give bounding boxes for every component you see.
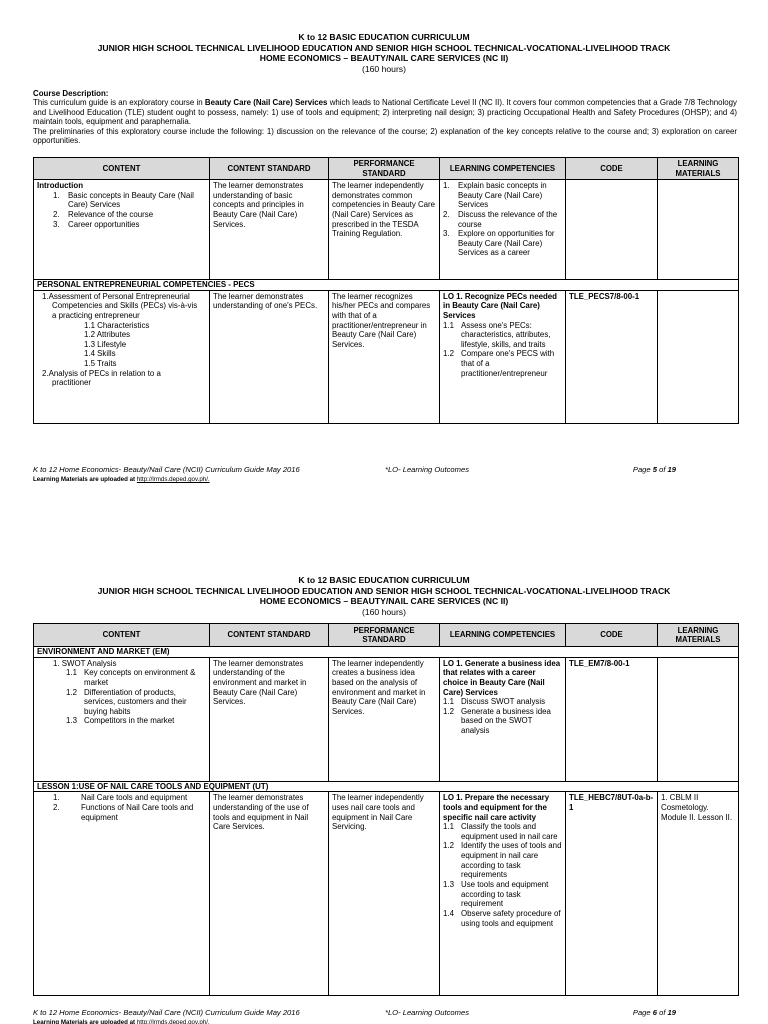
page-of: of <box>656 1008 668 1017</box>
item-text: Basic concepts in Beauty Care (Nail Care) Services <box>68 190 194 210</box>
item-text: Functions of Nail Care tools and equipment <box>81 802 194 822</box>
list-item <box>443 841 562 880</box>
list-item <box>443 181 562 210</box>
cell-performance-standard: The learner independently creates a business idea based on the analysis of environment and market in Beauty Care (Nail Care) Services. <box>329 657 440 781</box>
col-header-performance-standard: PERFORMANCE STANDARD <box>329 624 440 647</box>
desc-text: This curriculum guide is an exploratory course in <box>33 98 205 108</box>
item-text: Identify the uses of tools and equipment in nail care according to task requirements <box>461 841 562 880</box>
col-header-content: CONTENT <box>34 158 210 180</box>
item-text: Key concepts on environment & market <box>84 668 196 687</box>
item-number: 1.1 <box>66 668 77 678</box>
lrmds-link[interactable]: http://lrmds.deped.gov.ph/. <box>136 1019 210 1024</box>
footer-lo-note: *LO- Learning Outcomes <box>385 465 469 474</box>
item-number: 1.2 <box>443 706 454 716</box>
item-number: 1.3 <box>66 716 77 726</box>
item-text: Use tools and equipment according to task requirement <box>461 880 549 909</box>
cell-learning-materials <box>658 657 739 781</box>
list-item: 1.4 Skills <box>84 349 116 359</box>
list-item <box>443 349 562 378</box>
course-description <box>33 89 737 146</box>
page-label: Page <box>632 465 653 474</box>
item-text: Generate a business idea based on the SWOT analysis <box>461 706 551 736</box>
list-item <box>53 191 206 210</box>
footer-materials-note <box>33 1019 210 1024</box>
cell-learning-competencies <box>440 657 566 781</box>
col-header-learning-competencies: LEARNING COMPETENCIES <box>440 624 566 647</box>
header-line-2: JUNIOR HIGH SCHOOL TECHNICAL LIVELIHOOD EDUCATION AND SENIOR HIGH SCHOOL TECHNICAL-VOCATIONAL-LIVELIHOOD TRACK <box>97 42 671 53</box>
curriculum-header <box>0 575 768 618</box>
col-header-content: CONTENT <box>34 624 210 647</box>
list-item <box>443 822 562 841</box>
list-item <box>53 210 206 220</box>
section-title: ENVIRONMENT AND MARKET (EM) <box>34 647 739 658</box>
materials-text: Learning Materials are uploaded at <box>33 1019 137 1024</box>
item-text: Discuss SWOT analysis <box>461 697 546 707</box>
table-header-row <box>34 624 739 647</box>
item-number: 3. <box>53 219 60 229</box>
cell-content-standard: The learner demonstrates understanding of basic concepts and principles in Beauty Care (Nail Care) Services. <box>210 180 329 280</box>
item-number: 1.1 <box>443 822 454 832</box>
list-item <box>443 707 562 736</box>
curriculum-table-page-5 <box>33 157 739 424</box>
col-header-code: CODE <box>566 158 658 180</box>
header-hours: (160 hours) <box>362 607 406 618</box>
page-label: Page <box>632 1008 653 1017</box>
table-section-row-em <box>34 647 739 658</box>
cell-learning-materials <box>658 180 739 280</box>
page-current: 5 <box>652 465 657 474</box>
list-item: 1.1 Characteristics <box>84 320 150 330</box>
footer-lo-note: *LO- Learning Outcomes <box>385 1008 469 1017</box>
cell-learning-competencies <box>440 180 566 280</box>
item-number: 1. <box>53 793 60 803</box>
list-item <box>53 803 206 822</box>
header-line-2: JUNIOR HIGH SCHOOL TECHNICAL LIVELIHOOD EDUCATION AND SENIOR HIGH SCHOOL TECHNICAL-VOCATIONAL-LIVELIHOOD TRACK <box>97 585 671 596</box>
lrmds-link[interactable]: http://lrmds.deped.gov.ph/. <box>136 476 210 483</box>
curriculum-header <box>0 32 768 75</box>
list-item <box>443 210 562 229</box>
footer-materials-note <box>33 476 210 483</box>
list-item <box>443 229 562 258</box>
intro-title: Introduction <box>37 181 84 190</box>
list-item <box>66 688 206 717</box>
col-header-learning-materials: LEARNING MATERIALS <box>658 158 739 180</box>
cell-content <box>34 290 210 423</box>
pecs-item-2: 2.Analysis of PECs in relation to a practitioner <box>42 368 161 388</box>
item-text: Nail Care tools and equipment <box>81 793 188 803</box>
item-text: Classify the tools and equipment used in nail care <box>461 822 558 841</box>
cell-code: TLE_EM7/8-00-1 <box>566 657 658 781</box>
cell-code: TLE_PECS7/8-00-1 <box>566 290 658 423</box>
item-text: Relevance of the course <box>68 209 154 219</box>
cell-content-standard: The learner demonstrates understanding of the use of tools and equipment in Nail Care Services. <box>210 792 329 996</box>
page-total: 19 <box>667 465 676 474</box>
cell-content <box>34 657 210 781</box>
item-number: 2. <box>53 209 60 219</box>
list-item <box>443 909 562 928</box>
learning-outcome: LO 1. Generate a business idea that relates with a career choice in Beauty Care (Nail Care) Services <box>443 658 561 697</box>
course-description-title: Course Description: <box>33 89 109 98</box>
cell-content-standard: The learner demonstrates understanding of one's PECs. <box>210 290 329 423</box>
item-number: 1.1 <box>443 697 454 707</box>
cell-learning-competencies <box>440 290 566 423</box>
section-title: LESSON 1:USE OF NAIL CARE TOOLS AND EQUIPMENT (UT) <box>34 781 739 792</box>
cell-learning-materials: 1. CBLM II Cosmetology. Module II. Lesson II. <box>658 792 739 996</box>
desc-bold-course: Beauty Care (Nail Care) Services <box>204 98 328 108</box>
table-section-row-ut <box>34 781 739 792</box>
list-item: 1.3 Lifestyle <box>84 339 127 349</box>
table-row-environment-market <box>34 657 739 781</box>
page-current: 6 <box>652 1008 657 1017</box>
item-number: 1.2 <box>66 687 77 697</box>
cell-code <box>566 180 658 280</box>
table-header-row <box>34 158 739 180</box>
cell-performance-standard: The learner independently demonstrates common competencies in Beauty Care (Nail Care) Services as prescribed in the TESDA Training Regulation. <box>329 180 440 280</box>
curriculum-table-page-6 <box>33 623 739 996</box>
cell-performance-standard: The learner independently uses nail care tools and equipment in Nail Care Servicing. <box>329 792 440 996</box>
cell-content <box>34 180 210 280</box>
col-header-learning-materials: LEARNING MATERIALS <box>658 624 739 647</box>
item-number: 3. <box>443 229 450 239</box>
table-row-pecs <box>34 290 739 423</box>
item-number: 1.4 <box>443 908 454 918</box>
em-item-1: 1. SWOT Analysis <box>53 658 117 668</box>
footer-page-number <box>633 466 676 475</box>
cell-content <box>34 792 210 996</box>
cell-performance-standard: The learner recognizes his/her PECs and compares with that of a practitioner/entrepreneur in Beauty Care (Nail Care) Services. <box>329 290 440 423</box>
item-text: Competitors in the market <box>84 716 175 726</box>
footer-guide-title: K to 12 Home Economics- Beauty/Nail Care (NCII) Curriculum Guide May 2016 <box>33 465 300 474</box>
header-line-3: HOME ECONOMICS – BEAUTY/NAIL CARE SERVICES (NC II) <box>259 53 509 64</box>
item-number: 1.2 <box>443 349 454 359</box>
section-title: PERSONAL ENTREPRENEURIAL COMPETENCIES - PECS <box>34 280 739 291</box>
item-number: 2. <box>53 802 60 812</box>
header-line-1: K to 12 BASIC EDUCATION CURRICULUM <box>298 32 470 42</box>
list-item <box>53 793 206 803</box>
list-item <box>443 880 562 909</box>
page-total: 19 <box>667 1008 676 1017</box>
list-item <box>53 220 206 230</box>
cell-learning-materials <box>658 290 739 423</box>
item-number: 1. <box>53 190 60 200</box>
item-text: Differentiation of products, services, customers and their buying habits <box>84 687 187 716</box>
item-number: 2. <box>443 209 450 219</box>
header-hours: (160 hours) <box>362 64 406 75</box>
col-header-performance-standard: PERFORMANCE STANDARD <box>329 158 440 180</box>
document-page-6 <box>0 542 768 1024</box>
item-text: Explain basic concepts in Beauty Care (Nail Care) Services <box>458 181 547 210</box>
col-header-code: CODE <box>566 624 658 647</box>
cell-learning-competencies <box>440 792 566 996</box>
list-item: 1.2 Attributes <box>84 330 131 340</box>
list-item <box>66 716 206 726</box>
item-text: Discuss the relevance of the course <box>458 209 558 229</box>
learning-outcome: LO 1. Prepare the necessary tools and equipment for the specific nail care activity <box>443 793 550 822</box>
footer-page-number <box>633 1009 676 1018</box>
materials-text: Learning Materials are uploaded at <box>33 476 137 483</box>
table-section-row-pecs <box>34 280 739 291</box>
document-page-5 <box>0 0 768 500</box>
desc-text-cont: which leads to National Certificate Level II (NC II). It covers four common competencies that a Grade 7/8 Technology and Livelihood Education (TLE) student ought to possess, namely: 1) use of tools and equipment; 2) interpreting nail design; 3) practicing Occupational Health and Safety Procedures (OHSP); and 4) maintain tools, equipment and paraphernalia. <box>33 98 737 127</box>
item-text: Compare one's PECS with that of a practitioner/entrepreneur <box>461 349 555 378</box>
footer-guide-title: K to 12 Home Economics- Beauty/Nail Care (NCII) Curriculum Guide May 2016 <box>33 1008 300 1017</box>
item-number: 1.2 <box>443 841 454 851</box>
cell-content-standard: The learner demonstrates understanding of the environment and market in Beauty Care (Nail Care) Services. <box>210 657 329 781</box>
item-text: Career opportunities <box>68 219 140 229</box>
cell-code: TLE_HEBC7/8UT-0a-b-1 <box>566 792 658 996</box>
table-row-tools-equipment <box>34 792 739 996</box>
learning-outcome: LO 1. Recognize PECs needed in Beauty Care (Nail Care) Services <box>443 291 558 320</box>
item-text: Observe safety procedure of using tools and equipment <box>461 908 561 928</box>
list-item: 1.5 Traits <box>84 359 117 369</box>
item-number: 1. <box>443 181 450 190</box>
table-row-introduction <box>34 180 739 280</box>
list-item <box>443 321 562 350</box>
item-number: 1.3 <box>443 880 454 890</box>
pecs-item-1: 1.Assessment of Personal Entrepreneurial Competencies and Skills (PECs) vis-à-vis a practicing entrepreneur <box>42 291 198 320</box>
col-header-learning-competencies: LEARNING COMPETENCIES <box>440 158 566 180</box>
course-description-p2: The preliminaries of this exploratory course include the following: 1) discussion on the relevance of the course; 2) explanation of the key concepts relative to the course and; 3) exploration on career opportunities. <box>33 126 737 146</box>
header-line-1: K to 12 BASIC EDUCATION CURRICULUM <box>298 575 470 585</box>
item-text: Assess one's PECs: characteristics, attributes, lifestyle, skills, and traits <box>461 320 551 349</box>
course-description-p1 <box>33 98 737 126</box>
item-text: Explore on opportunities for Beauty Care (Nail Care) Services as a career <box>458 229 555 258</box>
item-number: 1.1 <box>443 320 454 330</box>
page-of: of <box>656 465 668 474</box>
list-item <box>443 697 562 707</box>
header-line-3: HOME ECONOMICS – BEAUTY/NAIL CARE SERVICES (NC II) <box>259 596 509 607</box>
list-item <box>66 668 206 687</box>
col-header-content-standard: CONTENT STANDARD <box>210 158 329 180</box>
col-header-content-standard: CONTENT STANDARD <box>210 624 329 647</box>
